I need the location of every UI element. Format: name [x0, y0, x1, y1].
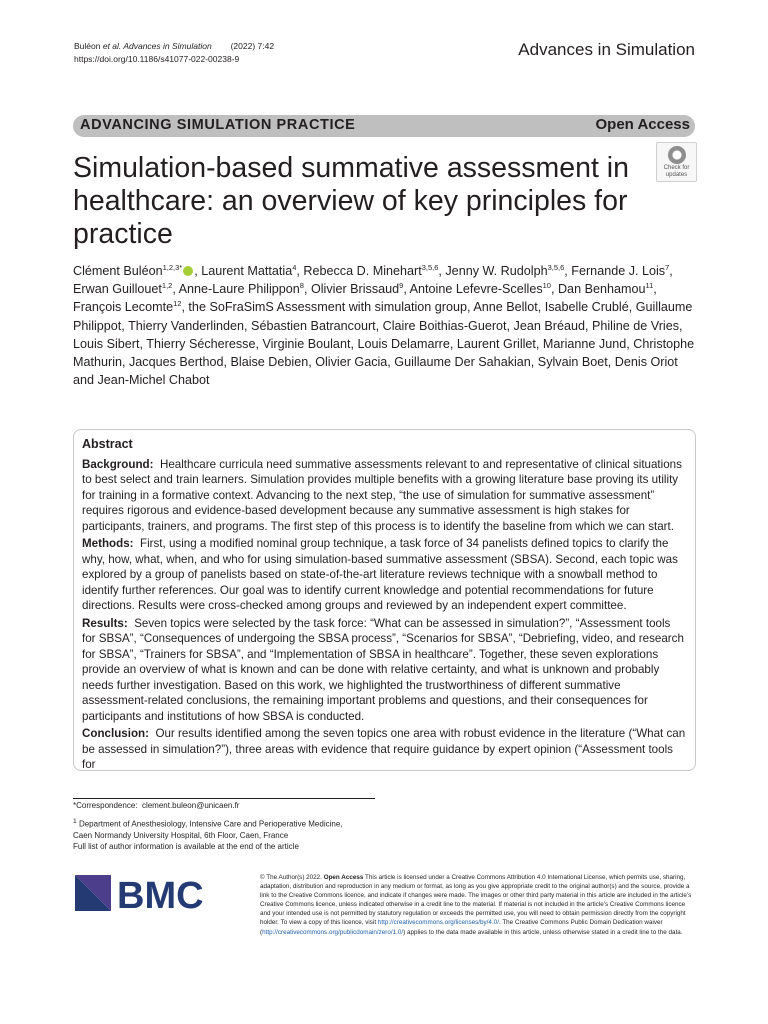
open-access-label: Open Access [595, 116, 690, 133]
correspondence-email[interactable]: clement.buleon@unicaen.fr [141, 801, 240, 810]
doi-link[interactable]: https://doi.org/10.1186/s41077-022-00238-9 [74, 54, 240, 64]
license-body-2: . The Creative Commons Public Domain Dedication waiver ( [260, 919, 663, 936]
full-author-info-note: Full list of author information is available at the end of the article [73, 842, 299, 852]
cc-by-link[interactable]: http://creativecommons.org/licenses/by/4.0/ [377, 919, 499, 927]
author-name: , François Lecomte [73, 282, 657, 315]
license-body-3: ) applies to the data made available in this article, unless otherwise stated in a credit line to the data. [403, 928, 683, 936]
author-name: , Rebecca D. Minehart [296, 264, 422, 278]
author-list [73, 262, 698, 389]
author-affiliation: 1,2 [161, 281, 173, 291]
correspondence-label: *Correspondence: [73, 801, 138, 810]
citation-author: Buléon [74, 41, 101, 51]
abstract-results [82, 616, 687, 725]
author-name: , Dan Benhamou [550, 282, 646, 297]
author-names-rest: , the SoFraSimS Assessment with simulation group, Anne Bellot, Isabelle Crublé, Guillaume Philippot, Thierry Vanderlinden, Sébastien Batrancourt, Claire Boithias‑Guerot, Jean Bréaud, Philine de Vries, Louis Sibert, Thierry Sécheresse, Virginie Boulant, Louis Delamarre, Laurent Grillet, Marianne Jund, Christophe Mathurin, Jacques Berthod, Blaise Debien, Olivier Gacia, Guillaume Der Sahakian, Sylvain Boet, Denis Oriot and Jean‑Michel Chabot [73, 300, 695, 388]
author-name: , Jenny W. Rudolph [438, 264, 548, 278]
author-name: , Olivier Brissaud [303, 282, 400, 297]
abstract-methods [82, 536, 687, 614]
author-affiliation: 1,2,3* [162, 262, 183, 272]
bmc-logo-icon [73, 873, 213, 913]
orcid-icon[interactable] [183, 266, 193, 276]
author-affiliation: 3,5,6 [421, 262, 439, 272]
check-for-updates-icon [668, 146, 686, 164]
author-name: Clément Buléon [73, 264, 163, 278]
check-for-updates-label: Check for updates [663, 165, 690, 178]
abstract-box [73, 429, 696, 771]
background-label: Background: [82, 457, 154, 471]
author-name: , Erwan Guillouet [73, 264, 673, 297]
cc-zero-link[interactable]: http://creativecommons.org/publicdomain/zero/1.0/ [262, 928, 404, 936]
author-affiliation: 10 [542, 281, 551, 291]
abstract-heading: Abstract [82, 437, 133, 451]
author-affiliation: 12 [173, 299, 182, 309]
footnotes [73, 800, 393, 853]
footnote-divider [73, 798, 375, 799]
affiliation-number: 1 [73, 817, 77, 825]
author-name: , Antoine Lefevre‑Scelles [403, 282, 543, 297]
correspondence [73, 800, 393, 812]
license-text [260, 873, 697, 937]
affiliation-line: Department of Anesthesiology, Intensive Care and Perioperative Medicine, [78, 819, 343, 829]
author-affiliation: 4 [292, 262, 297, 272]
abstract-conclusion [82, 726, 687, 771]
author-name: , Laurent Mattatia [194, 264, 293, 278]
abstract-content [82, 437, 687, 771]
affiliation [73, 816, 393, 830]
author-affiliation: 7 [665, 262, 670, 272]
citation-journal: et al. Advances in Simulation [102, 41, 212, 51]
abstract-background [82, 457, 687, 535]
results-label: Results: [82, 616, 128, 630]
methods-text: First, using a modified nominal group technique, a task force of 34 panelists defined topics to clarify the why, how, what, when, and who for using simulation-based summative assessment (SBSA). Second, each topic was explored by a group of panelists based on state-of-the-art literature reviews technique with a snowball method to identify further references. Our goal was to identify current knowledge and potential recommendations for future directions. Results were cross-checked among groups and reviewed by an independent expert committee. [82, 537, 678, 612]
author-name: , Fernande J. Lois [564, 264, 666, 278]
bmc-logo[interactable] [73, 873, 213, 918]
author-affiliation: 8 [299, 281, 304, 291]
author-affiliation: 9 [399, 281, 404, 291]
citation-line [74, 40, 274, 53]
background-text: Healthcare curricula need summative assessments relevant to and representative of clinical situations to best select and train learners. Simulation provides multiple benefits with a growing literature base proving its utility for training in a formative context. Advancing to the next step, “the use of simulation for summative assessment” requires rigorous and evidence-based development because any summative assessment is high stakes for participants, trainers, and programs. The first step of this process is to identify the baseline from which we can start. [82, 457, 682, 533]
methods-label: Methods: [82, 537, 134, 550]
affiliation-line: Caen Normandy University Hospital, 6th Floor, Caen, France [73, 830, 289, 840]
author-name: , Anne‑Laure Philippon [172, 282, 300, 297]
conclusion-text: Our results identified among the seven topics one area with robust evidence in the literature (“What can be assessed in simulation?”), three areas with evidence that require guidance by expert opinion (“Assessment tools for [82, 727, 686, 771]
license-body: This article is licensed under a Creative Commons Attribution 4.0 International License, which permits use, sharing, adaptation, distribution and reproduction in any medium or format, as long as you give appropriate credit to the original author(s) and the source, provide a link to the Creative Commons licence, and indicate if changes were made. The images or other third party material in this article are included in the article’s Creative Commons licence, unless indicated otherwise in a credit line to the material. If material is not included in the article’s Creative Commons licence and your intended use is not permitted by statutory regulation or exceeds the permitted use, you will need to obtain permission directly from the copyright holder. To view a copy of this licence, visit [260, 874, 692, 927]
conclusion-label: Conclusion: [82, 727, 149, 740]
author-affiliation: 11 [645, 281, 654, 291]
copyright-text: © The Author(s) 2022. [260, 874, 324, 881]
citation-year-volume: (2022) 7:42 [230, 41, 275, 51]
citation-block [74, 40, 274, 66]
article-title: Simulation-based summative assessment in healthcare: an overview of key principles for practice [73, 152, 629, 250]
results-text: Seven topics were selected by the task force: “What can be assessed in simulation?”, “Assessment tools for SBSA”, “Consequences of undergoing the SBSA process”, “Scenarios for SBSA”, “Debriefing, video, and research for SBSA”, “Trainers for SBSA”, and “Implementation of SBSA in healthcare”. Together, these seven explorations provide an overview of what is known and can be done with relative certainty, and what is unknown and probably needs further investigation. Based on this work, we highlighted the trustworthiness of different summative assessment-related conclusions, the remaining important problems and questions, and their consequences for participants and institutions of how SBSA is conducted. [82, 616, 684, 723]
section-label: ADVANCING SIMULATION PRACTICE [80, 117, 356, 133]
check-for-updates-button[interactable] [656, 142, 697, 182]
author-affiliation: 3,5,6 [547, 262, 565, 272]
journal-name: Advances in Simulation [518, 40, 695, 59]
open-access-emphasis: Open Access [323, 874, 364, 881]
bmc-logo-text: BMC [117, 875, 204, 913]
